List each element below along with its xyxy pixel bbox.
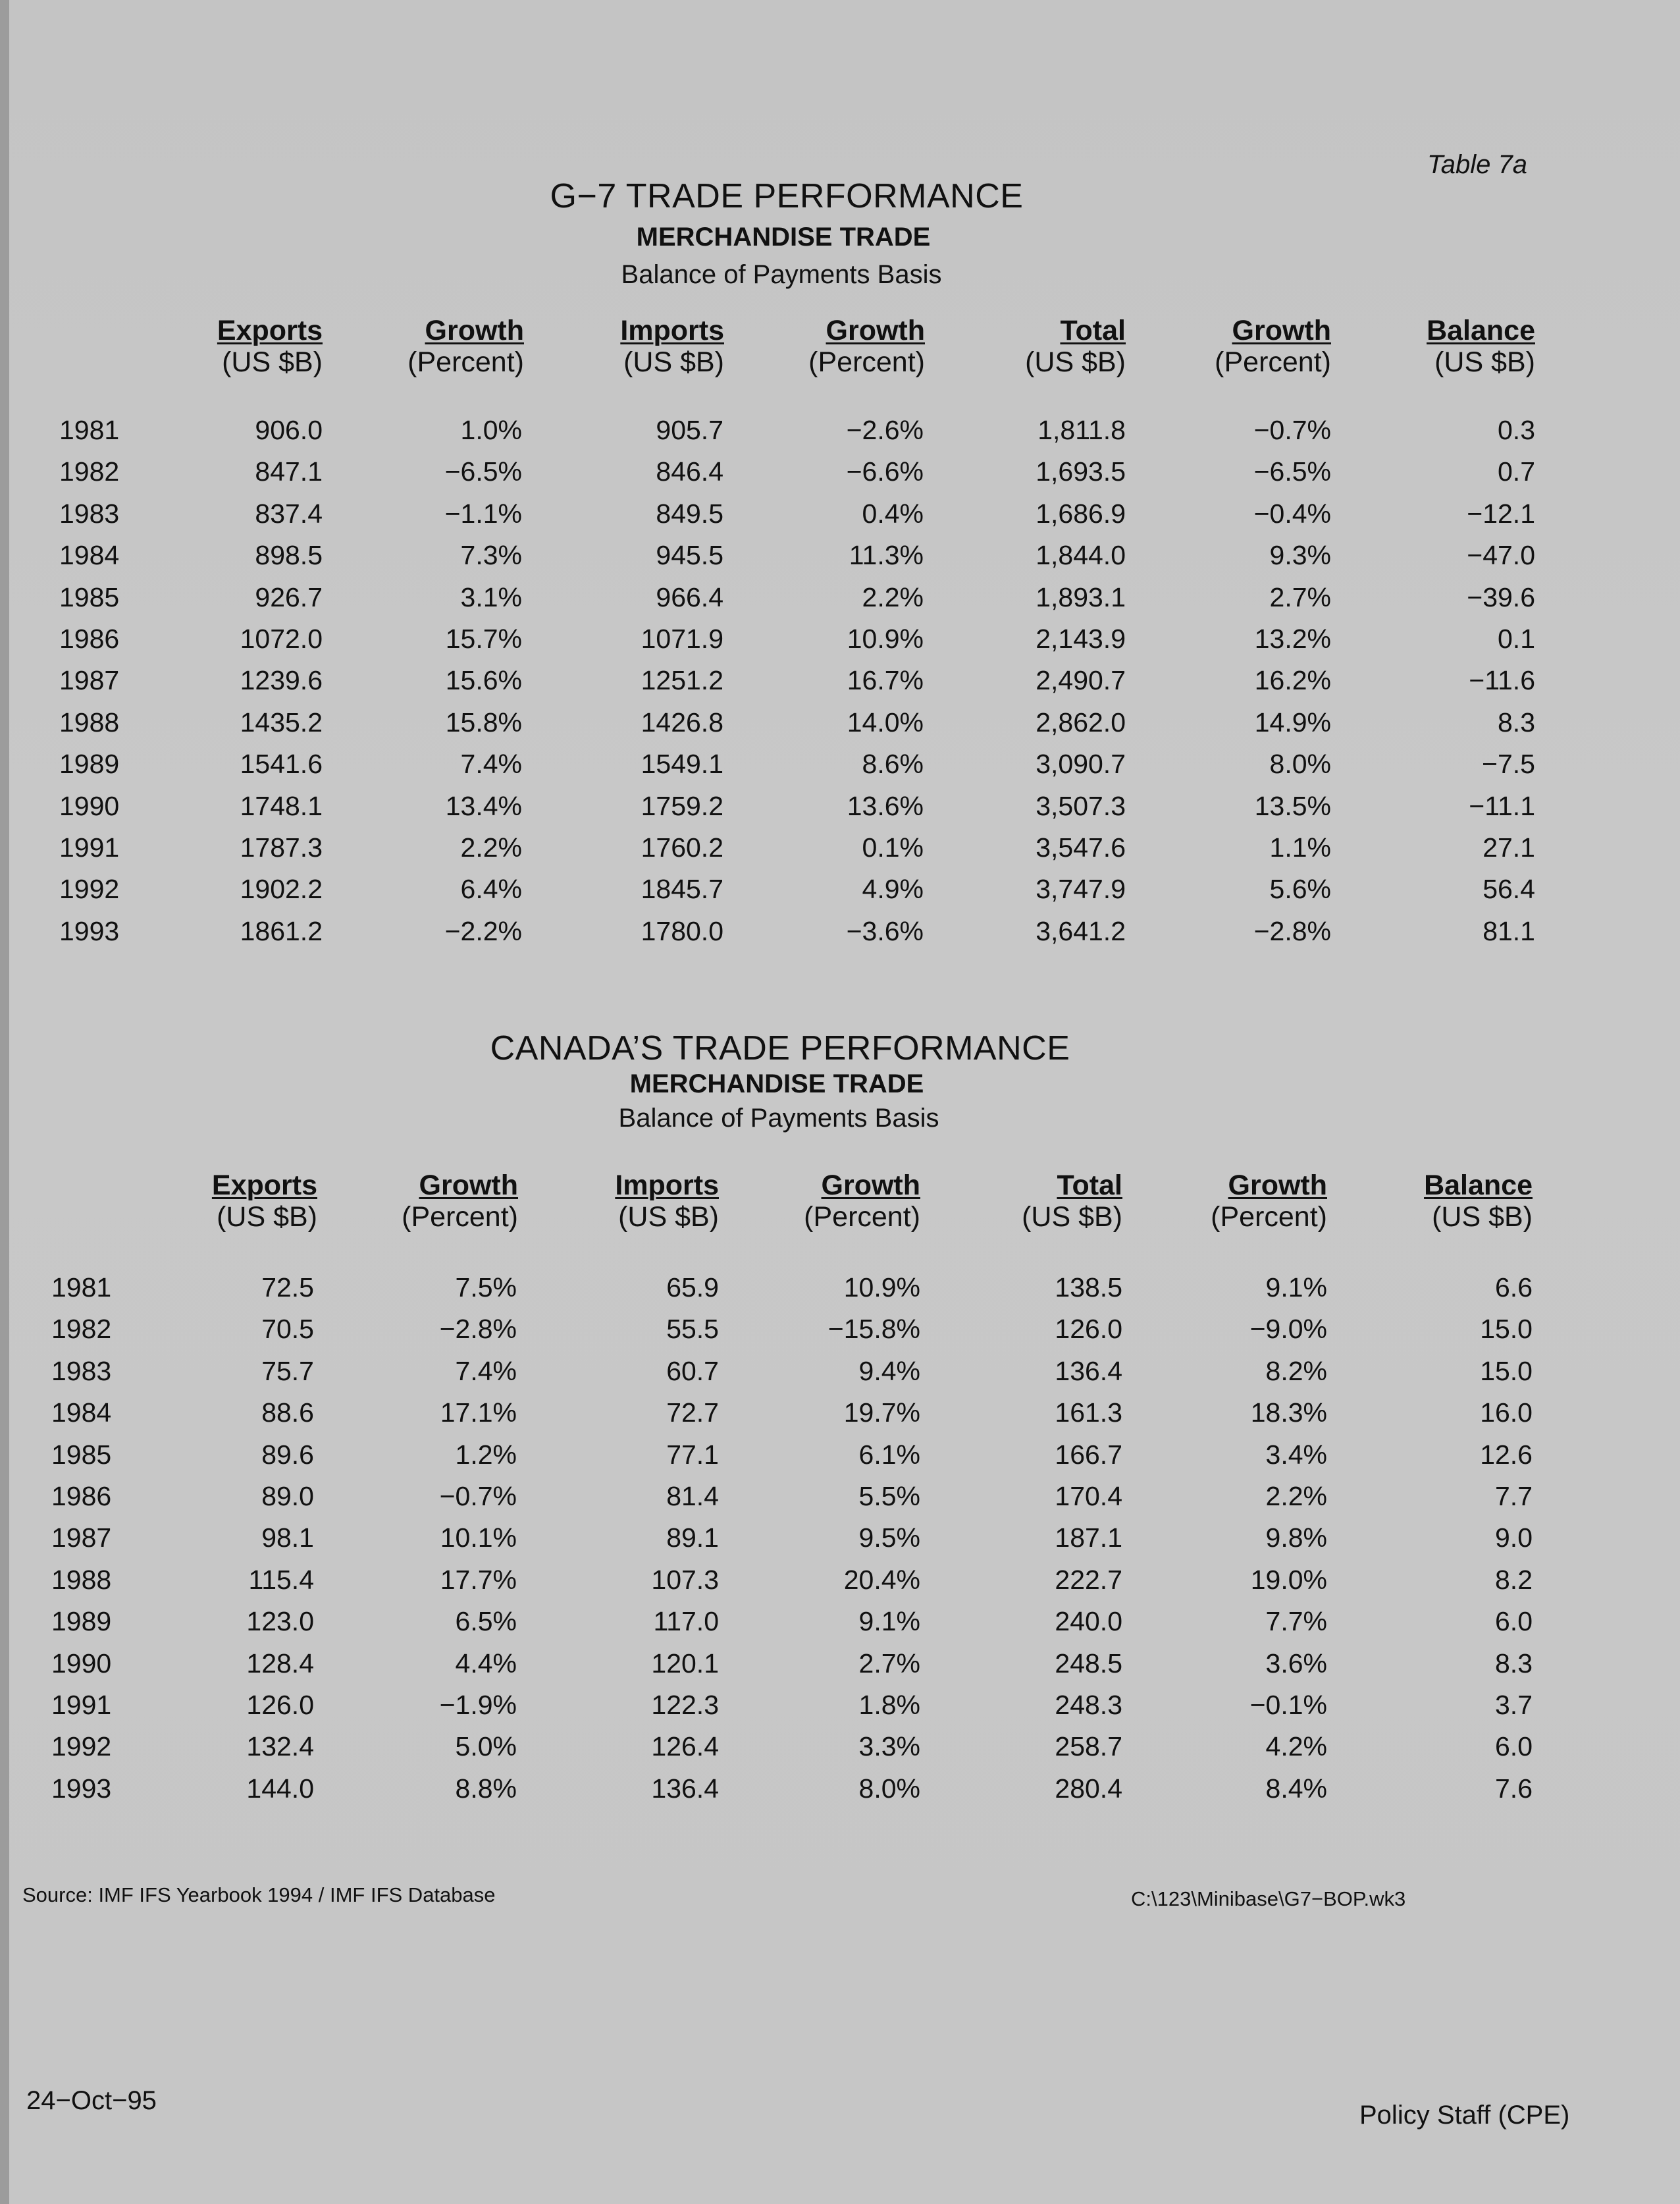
- imports-growth-cell: 9.5%: [858, 1522, 920, 1553]
- total-growth-cell: 8.2%: [1265, 1356, 1327, 1386]
- year-cell: 1986: [51, 1481, 112, 1511]
- exports-cell: 70.5: [261, 1314, 314, 1344]
- exports-growth-cell: 15.6%: [445, 665, 522, 695]
- year-cell: 1981: [51, 1272, 112, 1303]
- header-unit: (Percent): [407, 346, 524, 378]
- year-cell: 1985: [51, 1439, 112, 1470]
- table-row: [0, 874, 1680, 915]
- total-cell: 126.0: [1055, 1314, 1122, 1344]
- g7-header-total: [1025, 315, 1126, 378]
- imports-cell: 1071.9: [641, 624, 723, 654]
- canada-header-imports: [615, 1169, 719, 1233]
- imports-growth-cell: 9.1%: [858, 1606, 920, 1636]
- table-row: [0, 624, 1680, 664]
- total-growth-cell: 2.7%: [1269, 582, 1331, 612]
- table-row: [0, 1439, 1680, 1480]
- year-cell: 1984: [59, 540, 120, 570]
- exports-growth-cell: −2.8%: [439, 1314, 517, 1344]
- total-growth-cell: −0.1%: [1249, 1690, 1327, 1720]
- imports-cell: 81.4: [666, 1481, 719, 1511]
- imports-cell: 1845.7: [641, 874, 723, 904]
- exports-growth-cell: 6.5%: [455, 1606, 517, 1636]
- imports-cell: 77.1: [666, 1439, 719, 1470]
- imports-growth-cell: 16.7%: [847, 665, 924, 695]
- total-cell: 1,844.0: [1036, 540, 1126, 570]
- header-label: Total: [1060, 315, 1126, 346]
- canada-header-exports-growth: [402, 1169, 518, 1233]
- canada-header-total: [1022, 1169, 1122, 1233]
- exports-cell: 98.1: [261, 1522, 314, 1553]
- exports-growth-cell: −1.9%: [439, 1690, 517, 1720]
- table-row: [0, 1606, 1680, 1647]
- exports-growth-cell: 2.2%: [460, 832, 522, 863]
- exports-growth-cell: 17.7%: [440, 1565, 517, 1595]
- total-growth-cell: −6.5%: [1253, 456, 1331, 487]
- total-cell: 1,686.9: [1036, 498, 1126, 529]
- header-unit: (US $B): [1434, 346, 1535, 378]
- imports-growth-cell: −15.8%: [827, 1314, 920, 1344]
- total-cell: 248.5: [1055, 1648, 1122, 1679]
- table-row: [0, 456, 1680, 497]
- table-row: [0, 707, 1680, 748]
- g7-title: G−7 TRADE PERFORMANCE: [550, 177, 1024, 215]
- canada-title: CANADA’S TRADE PERFORMANCE: [490, 1029, 1070, 1067]
- balance-cell: 6.0: [1495, 1731, 1533, 1761]
- imports-growth-cell: 11.3%: [849, 540, 924, 570]
- exports-cell: 115.4: [248, 1565, 314, 1595]
- total-growth-cell: 9.8%: [1265, 1522, 1327, 1553]
- year-cell: 1988: [59, 707, 120, 738]
- file-path: C:\123\Minibase\G7−BOP.wk3: [1131, 1887, 1406, 1910]
- exports-growth-cell: −1.1%: [444, 498, 522, 529]
- balance-cell: −12.1: [1467, 498, 1535, 529]
- table-row: [0, 1356, 1680, 1397]
- imports-cell: 55.5: [666, 1314, 719, 1344]
- exports-cell: 128.4: [246, 1648, 314, 1679]
- total-growth-cell: 3.4%: [1265, 1439, 1327, 1470]
- imports-growth-cell: 1.8%: [858, 1690, 920, 1720]
- total-cell: 187.1: [1055, 1522, 1122, 1553]
- table-row: [0, 1481, 1680, 1522]
- balance-cell: −11.6: [1469, 665, 1535, 695]
- total-growth-cell: −9.0%: [1249, 1314, 1327, 1344]
- total-growth-cell: 3.6%: [1265, 1648, 1327, 1679]
- g7-subtitle: MERCHANDISE TRADE: [636, 223, 931, 252]
- table-row: [0, 1314, 1680, 1355]
- total-cell: 166.7: [1055, 1439, 1122, 1470]
- document-date: 24−Oct−95: [26, 2086, 157, 2115]
- header-label: Exports: [211, 1169, 317, 1201]
- total-cell: 248.3: [1055, 1690, 1122, 1720]
- imports-growth-cell: 0.1%: [862, 832, 924, 863]
- exports-cell: 906.0: [255, 415, 323, 445]
- header-label: Growth: [826, 315, 925, 346]
- imports-growth-cell: 13.6%: [847, 791, 924, 821]
- year-cell: 1989: [51, 1606, 112, 1636]
- table-row: [0, 1397, 1680, 1438]
- office-name: Policy Staff (CPE): [1359, 2101, 1570, 2130]
- imports-cell: 120.1: [651, 1648, 719, 1679]
- balance-cell: 7.6: [1495, 1773, 1533, 1804]
- table-row: [0, 791, 1680, 832]
- exports-cell: 89.6: [261, 1439, 314, 1470]
- g7-basis: Balance of Payments Basis: [621, 260, 942, 289]
- balance-cell: −39.6: [1467, 582, 1535, 612]
- exports-cell: 847.1: [255, 456, 323, 487]
- imports-cell: 905.7: [656, 415, 723, 445]
- year-cell: 1988: [51, 1565, 112, 1595]
- header-unit: (US $B): [1025, 346, 1126, 378]
- total-growth-cell: 13.5%: [1254, 791, 1331, 821]
- year-cell: 1990: [59, 791, 120, 821]
- total-cell: 3,641.2: [1036, 916, 1126, 946]
- imports-cell: 1426.8: [641, 707, 723, 738]
- balance-cell: 0.3: [1498, 415, 1535, 445]
- header-unit: (US $B): [1432, 1201, 1533, 1233]
- table-row: [0, 832, 1680, 873]
- exports-cell: 1787.3: [240, 832, 323, 863]
- header-unit: (US $B): [222, 346, 323, 378]
- exports-growth-cell: 6.4%: [460, 874, 522, 904]
- header-unit: (Percent): [804, 1201, 920, 1233]
- total-cell: 2,143.9: [1036, 624, 1126, 654]
- balance-cell: 8.3: [1495, 1648, 1533, 1679]
- balance-cell: 56.4: [1483, 874, 1535, 904]
- imports-growth-cell: −2.6%: [846, 415, 924, 445]
- balance-cell: 0.7: [1498, 456, 1535, 487]
- year-cell: 1982: [59, 456, 120, 487]
- total-cell: 2,862.0: [1036, 707, 1126, 738]
- balance-cell: 16.0: [1480, 1397, 1533, 1428]
- header-label: Growth: [1232, 315, 1331, 346]
- imports-cell: 89.1: [666, 1522, 719, 1553]
- imports-cell: 107.3: [651, 1565, 719, 1595]
- exports-cell: 1748.1: [240, 791, 323, 821]
- imports-growth-cell: −3.6%: [846, 916, 924, 946]
- g7-header-exports-growth: [407, 315, 524, 378]
- exports-cell: 88.6: [261, 1397, 314, 1428]
- balance-cell: 7.7: [1495, 1481, 1533, 1511]
- canada-header-exports: [212, 1169, 317, 1233]
- total-growth-cell: 4.2%: [1265, 1731, 1327, 1761]
- balance-cell: 8.2: [1495, 1565, 1533, 1595]
- total-growth-cell: −0.4%: [1253, 498, 1331, 529]
- exports-growth-cell: 15.7%: [445, 624, 522, 654]
- header-label: Growth: [425, 315, 524, 346]
- imports-growth-cell: 2.7%: [858, 1648, 920, 1679]
- exports-growth-cell: −0.7%: [439, 1481, 517, 1511]
- exports-growth-cell: 17.1%: [440, 1397, 517, 1428]
- header-label: Balance: [1424, 1169, 1533, 1201]
- total-growth-cell: 8.0%: [1269, 749, 1331, 779]
- balance-cell: 8.3: [1498, 707, 1535, 738]
- year-cell: 1985: [59, 582, 120, 612]
- balance-cell: 6.6: [1495, 1272, 1533, 1303]
- exports-growth-cell: 4.4%: [455, 1648, 517, 1679]
- total-cell: 3,547.6: [1036, 832, 1126, 863]
- imports-cell: 122.3: [651, 1690, 719, 1720]
- g7-header-imports: [620, 315, 724, 378]
- exports-growth-cell: 13.4%: [445, 791, 522, 821]
- balance-cell: 15.0: [1480, 1356, 1533, 1386]
- year-cell: 1993: [51, 1773, 112, 1804]
- imports-growth-cell: 10.9%: [843, 1272, 920, 1303]
- total-cell: 258.7: [1055, 1731, 1122, 1761]
- total-growth-cell: 18.3%: [1250, 1397, 1327, 1428]
- year-cell: 1990: [51, 1648, 112, 1679]
- total-growth-cell: 2.2%: [1265, 1481, 1327, 1511]
- balance-cell: 6.0: [1495, 1606, 1533, 1636]
- imports-cell: 60.7: [666, 1356, 719, 1386]
- total-growth-cell: −2.8%: [1253, 916, 1331, 946]
- imports-cell: 1549.1: [641, 749, 723, 779]
- imports-growth-cell: 10.9%: [847, 624, 924, 654]
- balance-cell: 27.1: [1483, 832, 1535, 863]
- exports-growth-cell: −2.2%: [444, 916, 522, 946]
- header-label: Growth: [821, 1169, 920, 1201]
- total-cell: 240.0: [1055, 1606, 1122, 1636]
- header-label: Growth: [419, 1169, 518, 1201]
- imports-cell: 136.4: [651, 1773, 719, 1804]
- header-label: Imports: [620, 315, 724, 346]
- balance-cell: 15.0: [1480, 1314, 1533, 1344]
- header-label: Growth: [1228, 1169, 1327, 1201]
- total-growth-cell: 5.6%: [1269, 874, 1331, 904]
- header-unit: (US $B): [1022, 1201, 1122, 1233]
- exports-cell: 144.0: [246, 1773, 314, 1804]
- table-row: [0, 749, 1680, 790]
- table-row: [0, 916, 1680, 957]
- g7-header-imports-growth: [808, 315, 925, 378]
- table-row: [0, 540, 1680, 581]
- exports-growth-cell: 8.8%: [455, 1773, 517, 1804]
- imports-growth-cell: 14.0%: [847, 707, 924, 738]
- g7-header-balance: [1427, 315, 1535, 378]
- total-cell: 161.3: [1055, 1397, 1122, 1428]
- balance-cell: 9.0: [1495, 1522, 1533, 1553]
- total-cell: 1,811.8: [1037, 415, 1126, 445]
- imports-growth-cell: 2.2%: [862, 582, 924, 612]
- exports-cell: 1239.6: [240, 665, 323, 695]
- scan-edge: [0, 0, 9, 2204]
- exports-growth-cell: 15.8%: [445, 707, 522, 738]
- balance-cell: 12.6: [1480, 1439, 1533, 1470]
- table-row: [0, 1648, 1680, 1689]
- total-growth-cell: 9.3%: [1269, 540, 1331, 570]
- year-cell: 1991: [51, 1690, 112, 1720]
- year-cell: 1983: [59, 498, 120, 529]
- total-cell: 138.5: [1055, 1272, 1122, 1303]
- imports-growth-cell: 4.9%: [862, 874, 924, 904]
- canada-header-total-growth: [1211, 1169, 1327, 1233]
- imports-growth-cell: −6.6%: [846, 456, 924, 487]
- exports-cell: 1435.2: [240, 707, 323, 738]
- imports-growth-cell: 6.1%: [858, 1439, 920, 1470]
- imports-cell: 945.5: [656, 540, 723, 570]
- total-growth-cell: −0.7%: [1253, 415, 1331, 445]
- imports-growth-cell: 5.5%: [858, 1481, 920, 1511]
- year-cell: 1991: [59, 832, 120, 863]
- exports-growth-cell: −6.5%: [444, 456, 522, 487]
- exports-cell: 898.5: [255, 540, 323, 570]
- year-cell: 1984: [51, 1397, 112, 1428]
- table-row: [0, 582, 1680, 623]
- exports-growth-cell: 7.4%: [460, 749, 522, 779]
- header-unit: (US $B): [623, 346, 724, 378]
- exports-cell: 75.7: [261, 1356, 314, 1386]
- total-cell: 1,893.1: [1036, 582, 1126, 612]
- imports-cell: 849.5: [656, 498, 723, 529]
- exports-growth-cell: 1.2%: [455, 1439, 517, 1470]
- canada-header-imports-growth: [804, 1169, 920, 1233]
- header-label: Balance: [1427, 315, 1535, 346]
- exports-cell: 1902.2: [240, 874, 323, 904]
- balance-cell: −7.5: [1482, 749, 1535, 779]
- exports-growth-cell: 7.4%: [455, 1356, 517, 1386]
- header-label: Exports: [217, 315, 323, 346]
- year-cell: 1993: [59, 916, 120, 946]
- g7-header-exports: [217, 315, 323, 378]
- total-growth-cell: 7.7%: [1265, 1606, 1327, 1636]
- total-growth-cell: 14.9%: [1254, 707, 1331, 738]
- exports-growth-cell: 5.0%: [455, 1731, 517, 1761]
- header-unit: (Percent): [1211, 1201, 1327, 1233]
- table-row: [0, 1773, 1680, 1814]
- imports-growth-cell: 3.3%: [858, 1731, 920, 1761]
- header-unit: (US $B): [217, 1201, 317, 1233]
- balance-cell: −47.0: [1467, 540, 1535, 570]
- imports-cell: 846.4: [656, 456, 723, 487]
- balance-cell: −11.1: [1469, 791, 1535, 821]
- exports-cell: 72.5: [261, 1272, 314, 1303]
- exports-growth-cell: 10.1%: [440, 1522, 517, 1553]
- total-growth-cell: 9.1%: [1265, 1272, 1327, 1303]
- exports-cell: 132.4: [246, 1731, 314, 1761]
- header-unit: (Percent): [1215, 346, 1331, 378]
- exports-growth-cell: 7.5%: [455, 1272, 517, 1303]
- year-cell: 1987: [59, 665, 120, 695]
- imports-cell: 1251.2: [641, 665, 723, 695]
- imports-cell: 126.4: [651, 1731, 719, 1761]
- total-growth-cell: 8.4%: [1265, 1773, 1327, 1804]
- exports-cell: 126.0: [246, 1690, 314, 1720]
- imports-growth-cell: 19.7%: [843, 1397, 920, 1428]
- exports-cell: 89.0: [261, 1481, 314, 1511]
- imports-cell: 1759.2: [641, 791, 723, 821]
- header-label: Total: [1057, 1169, 1122, 1201]
- canada-header-balance: [1424, 1169, 1533, 1233]
- balance-cell: 81.1: [1483, 916, 1535, 946]
- imports-growth-cell: 0.4%: [862, 498, 924, 529]
- table-number-label: Table 7a: [1427, 150, 1527, 179]
- total-cell: 2,490.7: [1036, 665, 1126, 695]
- total-cell: 170.4: [1055, 1481, 1122, 1511]
- imports-growth-cell: 8.6%: [862, 749, 924, 779]
- exports-growth-cell: 7.3%: [460, 540, 522, 570]
- g7-header-total-growth: [1215, 315, 1331, 378]
- balance-cell: 3.7: [1495, 1690, 1533, 1720]
- total-growth-cell: 19.0%: [1250, 1565, 1327, 1595]
- imports-growth-cell: 9.4%: [858, 1356, 920, 1386]
- header-label: Imports: [615, 1169, 719, 1201]
- header-unit: (US $B): [618, 1201, 719, 1233]
- table-row: [0, 1272, 1680, 1313]
- imports-growth-cell: 20.4%: [843, 1565, 920, 1595]
- imports-cell: 117.0: [653, 1606, 719, 1636]
- table-row: [0, 1690, 1680, 1731]
- table-row: [0, 1731, 1680, 1772]
- table-row: [0, 1522, 1680, 1563]
- year-cell: 1982: [51, 1314, 112, 1344]
- table-row: [0, 498, 1680, 539]
- total-growth-cell: 1.1%: [1269, 832, 1331, 863]
- exports-cell: 1861.2: [240, 916, 323, 946]
- balance-cell: 0.1: [1498, 624, 1535, 654]
- exports-cell: 1541.6: [240, 749, 323, 779]
- total-cell: 1,693.5: [1036, 456, 1126, 487]
- table-row: [0, 1565, 1680, 1605]
- year-cell: 1987: [51, 1522, 112, 1553]
- year-cell: 1992: [59, 874, 120, 904]
- exports-cell: 123.0: [246, 1606, 314, 1636]
- exports-cell: 926.7: [255, 582, 323, 612]
- table-row: [0, 415, 1680, 456]
- exports-cell: 837.4: [255, 498, 323, 529]
- total-cell: 280.4: [1055, 1773, 1122, 1804]
- year-cell: 1981: [59, 415, 120, 445]
- total-cell: 3,507.3: [1036, 791, 1126, 821]
- imports-cell: 1760.2: [641, 832, 723, 863]
- source-note: Source: IMF IFS Yearbook 1994 / IMF IFS Database: [22, 1883, 496, 1906]
- year-cell: 1989: [59, 749, 120, 779]
- imports-growth-cell: 8.0%: [858, 1773, 920, 1804]
- table-row: [0, 665, 1680, 706]
- header-unit: (Percent): [808, 346, 925, 378]
- total-cell: 3,747.9: [1036, 874, 1126, 904]
- year-cell: 1983: [51, 1356, 112, 1386]
- exports-growth-cell: 3.1%: [460, 582, 522, 612]
- total-cell: 136.4: [1055, 1356, 1122, 1386]
- exports-cell: 1072.0: [240, 624, 323, 654]
- year-cell: 1986: [59, 624, 120, 654]
- total-cell: 3,090.7: [1036, 749, 1126, 779]
- total-growth-cell: 16.2%: [1254, 665, 1331, 695]
- imports-cell: 72.7: [666, 1397, 719, 1428]
- exports-growth-cell: 1.0%: [460, 415, 522, 445]
- total-growth-cell: 13.2%: [1254, 624, 1331, 654]
- canada-subtitle: MERCHANDISE TRADE: [629, 1069, 924, 1098]
- year-cell: 1992: [51, 1731, 112, 1761]
- imports-cell: 966.4: [656, 582, 723, 612]
- imports-cell: 1780.0: [641, 916, 723, 946]
- header-unit: (Percent): [402, 1201, 518, 1233]
- canada-basis: Balance of Payments Basis: [618, 1104, 939, 1133]
- total-cell: 222.7: [1055, 1565, 1122, 1595]
- imports-cell: 65.9: [666, 1272, 719, 1303]
